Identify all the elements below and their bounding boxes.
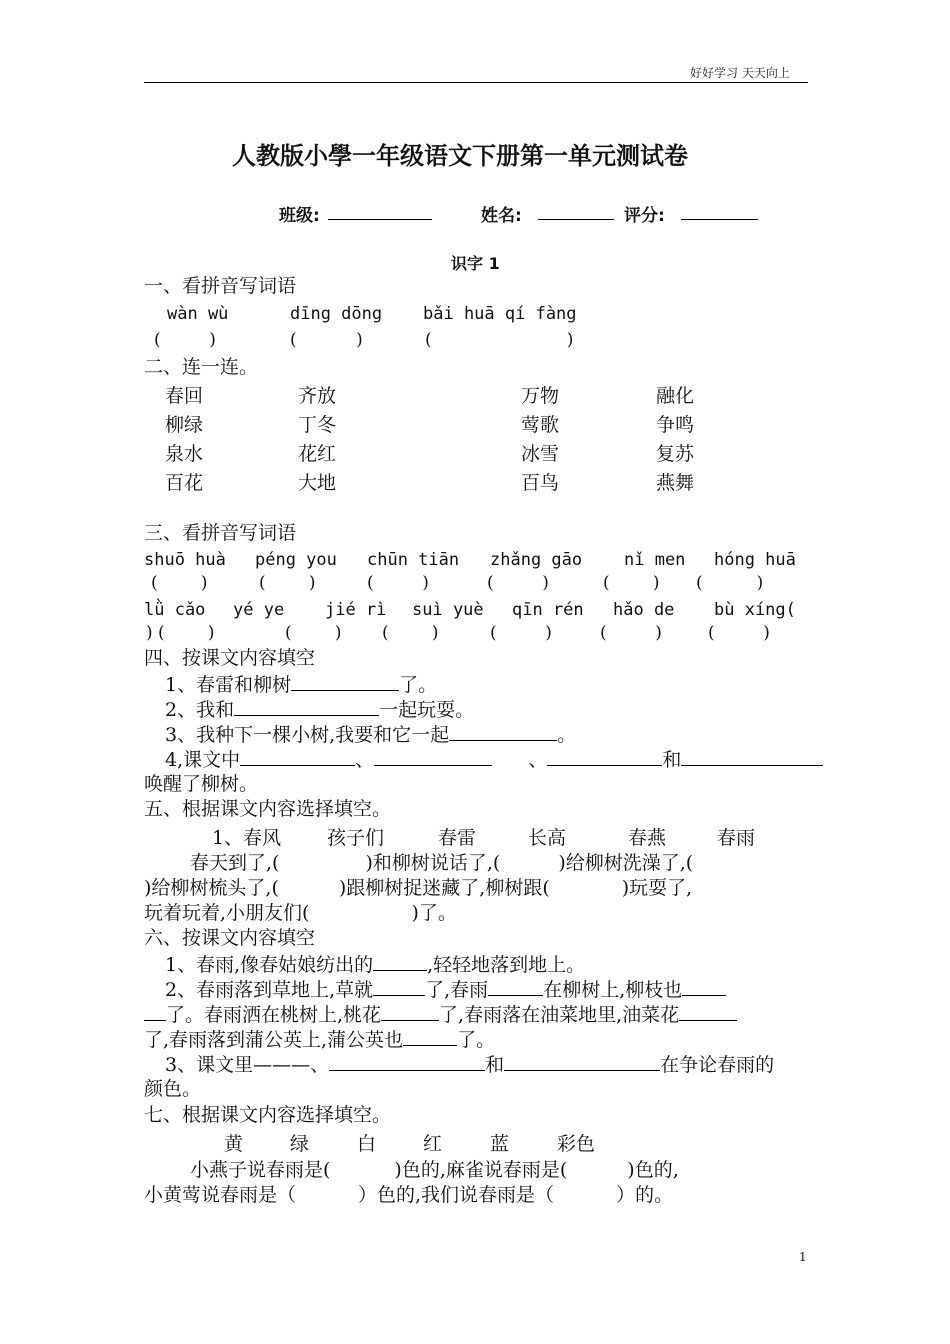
question-text: ,轻轻地落到地上。 (427, 954, 586, 976)
name-label: 姓名: (481, 206, 522, 226)
fill-blank[interactable] (374, 747, 492, 766)
match-item[interactable]: 花红 (298, 443, 337, 465)
question-text: 小黄莺说春雨是（ (144, 1184, 297, 1206)
option-word: 白 (357, 1133, 377, 1155)
pinyin-item: péng you (255, 550, 337, 570)
question-text: )玩耍了, (621, 877, 693, 899)
section-2-heading: 二、连一连。 (144, 356, 259, 378)
answer-parens[interactable]: ( ) (490, 623, 552, 643)
fill-blank[interactable] (373, 977, 425, 996)
fill-blank[interactable] (373, 952, 427, 971)
pinyin-item: yé ye (233, 600, 285, 620)
fill-blank[interactable] (240, 747, 355, 766)
question-text: 2、我和 (165, 699, 235, 721)
section-7-heading: 七、根据课文内容选择填空。 (144, 1104, 392, 1126)
question-text: 玩着玩着,小朋友们( (144, 902, 310, 924)
question-text: )了。 (411, 902, 457, 924)
question-text: 和 (662, 749, 682, 771)
question-text: 了,春雨落在油菜地里,油菜花 (439, 1004, 680, 1026)
fill-blank[interactable] (504, 1052, 660, 1071)
match-item[interactable]: 争鸣 (656, 414, 695, 436)
fill-blank[interactable] (329, 1052, 485, 1071)
fill-blank[interactable] (403, 1027, 457, 1046)
answer-parens[interactable]: ( ) (600, 623, 662, 643)
lesson-title: 识字 1 (451, 254, 500, 273)
section-5-heading: 五、根据课文内容选择填空。 (144, 798, 392, 820)
match-item[interactable]: 春回 (165, 385, 204, 407)
question-text: 小燕子说春雨是( (190, 1159, 331, 1181)
question-text: 了,春雨 (425, 979, 489, 1001)
question-text: )色的,麻雀说春雨是( (394, 1159, 568, 1181)
match-item[interactable]: 融化 (656, 385, 695, 407)
option-word: 1、春风 (212, 827, 282, 849)
option-word: 绿 (290, 1133, 310, 1155)
section-4-heading: 四、按课文内容填空 (144, 647, 316, 669)
answer-parens[interactable]: ( ) (154, 330, 216, 350)
question-text: 一起玩耍。 (379, 699, 475, 721)
fill-blank[interactable] (291, 672, 399, 691)
option-word: 孩子们 (327, 827, 385, 849)
pinyin-item: wàn wù (167, 304, 229, 324)
answer-parens[interactable]: ( ) (425, 330, 574, 350)
question-text: )和柳树说话了,( (365, 852, 501, 874)
question-text: 和 (485, 1054, 505, 1076)
section-6-heading: 六、按课文内容填空 (144, 927, 316, 949)
match-item[interactable]: 百鸟 (521, 472, 560, 494)
pinyin-item: bǎi huā qí fàng (423, 304, 577, 324)
answer-parens[interactable]: ( ) (259, 573, 316, 593)
match-item[interactable]: 莺歌 (521, 414, 560, 436)
match-item[interactable]: 燕舞 (656, 472, 695, 494)
answer-parens[interactable]: ( ) (382, 623, 439, 643)
question-text: 1、春雷和柳树 (165, 674, 292, 696)
fill-blank[interactable] (682, 977, 726, 996)
section-1-heading: 一、看拼音写词语 (144, 275, 297, 297)
question-text: 了,春雨落到蒲公英上,蒲公英也 (144, 1029, 404, 1051)
option-word: 黄 (224, 1133, 244, 1155)
match-item[interactable]: 冰雪 (521, 443, 560, 465)
question-text: ）的。 (616, 1184, 674, 1206)
question-text: 、 (355, 749, 375, 771)
match-item[interactable]: 柳绿 (165, 414, 204, 436)
match-item[interactable]: 齐放 (298, 385, 337, 407)
pinyin-item: zhǎng gāo (490, 550, 583, 570)
pinyin-item: qīn rén (512, 600, 584, 620)
question-text: 、 (528, 749, 548, 771)
header-motto: 好好学习 天天向上 (690, 66, 790, 80)
fill-blank[interactable] (234, 697, 379, 716)
fill-blank[interactable] (381, 1002, 439, 1021)
answer-parens[interactable]: ( ) (696, 573, 764, 593)
name-field[interactable] (538, 219, 614, 220)
question-text: 颜色。 (144, 1078, 202, 1100)
match-item[interactable]: 万物 (521, 385, 560, 407)
fill-blank[interactable] (144, 1002, 166, 1021)
question-text: 4,课文中 (165, 749, 241, 771)
question-text: 2、春雨落到草地上,草就 (165, 979, 374, 1001)
question-text: 在柳树上,柳枝也 (543, 979, 683, 1001)
score-field[interactable] (681, 219, 758, 220)
fill-blank[interactable] (449, 722, 557, 741)
match-item[interactable]: 大地 (298, 472, 337, 494)
pinyin-item: suì yuè (412, 600, 484, 620)
question-text: )色的, (627, 1159, 679, 1181)
question-text: 1、春雨,像春姑娘纺出的 (165, 954, 374, 976)
option-word: 春雨 (717, 827, 756, 849)
option-word: 蓝 (490, 1133, 510, 1155)
option-word: 彩色 (557, 1133, 596, 1155)
option-word: 红 (423, 1133, 443, 1155)
option-word: 长高 (528, 827, 567, 849)
class-label: 班级: (279, 206, 320, 226)
question-text: 3、我种下一棵小树,我要和它一起 (165, 724, 450, 746)
answer-parens[interactable]: ( ) (367, 573, 429, 593)
score-label: 评分: (624, 206, 665, 226)
pinyin-item: bù xíng( (714, 600, 796, 620)
pinyin-item: hóng huā (714, 550, 796, 570)
match-item[interactable]: 泉水 (165, 443, 204, 465)
answer-parens[interactable]: ( ) (285, 623, 342, 643)
option-word: 春燕 (628, 827, 667, 849)
question-text: 春天到了,( (190, 852, 280, 874)
pinyin-item: shuō huà (144, 550, 226, 570)
question-text: 了。 (399, 674, 438, 696)
section-3-heading: 三、看拼音写词语 (144, 522, 297, 544)
pinyin-item: chūn tiān (367, 550, 460, 570)
answer-parens[interactable]: ( ) (603, 573, 660, 593)
pinyin-item: nǐ men (624, 550, 686, 570)
question-text: )跟柳树捉迷藏了,柳树跟( (338, 877, 550, 899)
answer-parens[interactable]: ( ) (290, 330, 363, 350)
answer-parens[interactable]: ( ) (151, 573, 208, 593)
fill-blank[interactable] (679, 1002, 737, 1021)
page-number: 1 (799, 1250, 807, 1264)
pinyin-item: dīng dōng (290, 304, 383, 324)
question-text: ）色的,我们说春雨是（ (358, 1184, 555, 1206)
fill-blank[interactable] (681, 747, 823, 766)
question-text: )给柳树洗澡了,( (558, 852, 694, 874)
pinyin-item: hǎo de (613, 600, 675, 620)
question-text: )给柳树梳头了,( (144, 877, 279, 899)
question-text: 3、课文里———、 (165, 1054, 330, 1076)
question-text: 了。 (457, 1029, 496, 1051)
question-text: 唤醒了柳树。 (144, 773, 259, 795)
match-item[interactable]: 百花 (165, 472, 204, 494)
fill-blank[interactable] (547, 747, 662, 766)
answer-parens[interactable]: ( ) (708, 623, 770, 643)
fill-blank[interactable] (488, 977, 543, 996)
option-word: 春雷 (438, 827, 477, 849)
answer-parens[interactable]: ) ( ) (146, 623, 215, 643)
page-title: 人教版小學一年级语文下册第一单元测试卷 (232, 142, 688, 170)
question-text: 。 (557, 724, 577, 746)
class-field[interactable] (328, 219, 432, 220)
header-rule (144, 82, 808, 83)
question-text: 在争论春雨的 (660, 1054, 775, 1076)
match-item[interactable]: 复苏 (656, 443, 695, 465)
match-item[interactable]: 丁冬 (298, 414, 337, 436)
pinyin-item: lǜ cǎo (144, 600, 206, 620)
pinyin-item: jié rì (325, 600, 387, 620)
answer-parens[interactable]: ( ) (487, 573, 549, 593)
question-text: 了。春雨洒在桃树上,桃花 (166, 1004, 382, 1026)
